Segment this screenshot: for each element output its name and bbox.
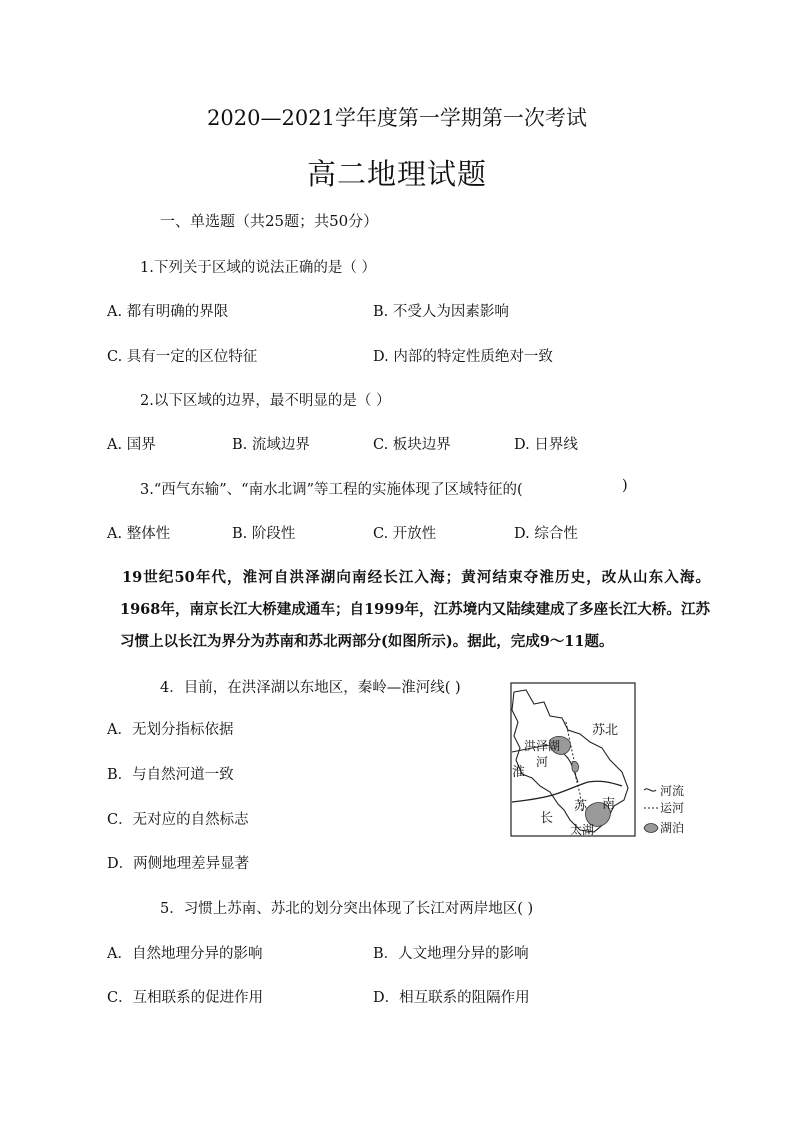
- question-2-option-b[interactable]: B. 流域边界: [232, 437, 310, 453]
- question-1-option-a[interactable]: A. 都有明确的界限: [107, 304, 229, 320]
- question-1-option-d[interactable]: D. 内部的特定性质绝对一致: [373, 349, 553, 365]
- question-5-option-d[interactable]: D．相互联系的阻隔作用: [373, 990, 530, 1006]
- question-3-stem: 3.“西气东输”、“南水北调”等工程的实施体现了区域特征的(: [140, 482, 523, 498]
- map-frame: [511, 683, 635, 836]
- question-3-stem-end: ): [622, 478, 628, 494]
- question-4-option-c[interactable]: C．无对应的自然标志: [107, 812, 249, 828]
- question-1-option-c[interactable]: C. 具有一定的区位特征: [107, 349, 258, 365]
- label-su: 苏: [574, 799, 588, 814]
- question-3-option-c[interactable]: C. 开放性: [373, 526, 437, 542]
- question-5-stem: 5．习惯上苏南、苏北的划分突出体现了长江对两岸地区( ): [160, 901, 534, 917]
- question-4-option-d[interactable]: D．两侧地理差异显著: [107, 856, 250, 872]
- question-2-option-d[interactable]: D. 日界线: [514, 437, 578, 453]
- question-2-option-c[interactable]: C. 板块边界: [373, 437, 451, 453]
- label-he: 河: [536, 755, 549, 769]
- question-2-option-a[interactable]: A. 国界: [107, 437, 156, 453]
- question-3-option-a[interactable]: A. 整体性: [107, 526, 171, 542]
- label-taihu: 太湖: [570, 823, 595, 837]
- legend-lake: 湖泊: [660, 821, 685, 835]
- label-subei: 苏北: [592, 723, 619, 738]
- legend-river-symbol: [644, 789, 656, 791]
- label-huai: 淮: [512, 765, 526, 780]
- question-4-stem: 4．目前，在洪泽湖以东地区，秦岭—淮河线( ): [160, 680, 461, 696]
- exam-subtitle: 高二地理试题: [306, 157, 487, 191]
- jiangsu-map-figure: [510, 682, 710, 844]
- question-1-stem: 1.下列关于区域的说法正确的是（ ）: [140, 260, 376, 276]
- label-chang: 长: [540, 811, 554, 826]
- question-2-stem: 2.以下区域的边界，最不明显的是（ ）: [140, 393, 391, 409]
- gaoyou-lake: [572, 761, 579, 772]
- question-5-option-b[interactable]: B．人文地理分异的影响: [373, 946, 529, 962]
- question-5-option-c[interactable]: C．互相联系的促进作用: [107, 990, 264, 1006]
- jiangsu-map: [510, 682, 710, 840]
- question-3-option-d[interactable]: D. 综合性: [514, 526, 578, 542]
- passage-text: 19世纪50年代，淮河自洪泽湖向南经长江入海；黄河结束夺淮历史，改从山东入海。1968年，南京长江大桥建成通车；自1999年，江苏境内又陆续建成了多座长江大桥。江苏习惯上以长江为界分为苏南和苏北两部分(如图所示)。据此，完成9～11题。: [120, 569, 710, 650]
- legend-lake-symbol: [644, 824, 658, 833]
- legend-canal: 运河: [660, 801, 685, 815]
- question-3-option-b[interactable]: B. 阶段性: [232, 526, 296, 542]
- reading-passage: [120, 562, 710, 658]
- section-heading: 一、单选题（共25题；共50分）: [160, 212, 379, 230]
- question-1-option-b[interactable]: B. 不受人为因素影响: [373, 304, 509, 320]
- question-5-option-a[interactable]: A．自然地理分异的影响: [107, 946, 263, 962]
- question-4-option-a[interactable]: A．无划分指标依据: [107, 722, 234, 738]
- exam-title: 2020—2021学年度第一学期第一次考试: [207, 106, 587, 130]
- label-nan: 南: [602, 797, 616, 812]
- question-4-option-b[interactable]: B．与自然河道一致: [107, 767, 234, 783]
- legend-river: 河流: [660, 784, 685, 798]
- label-hongze: 洪泽湖: [524, 739, 561, 753]
